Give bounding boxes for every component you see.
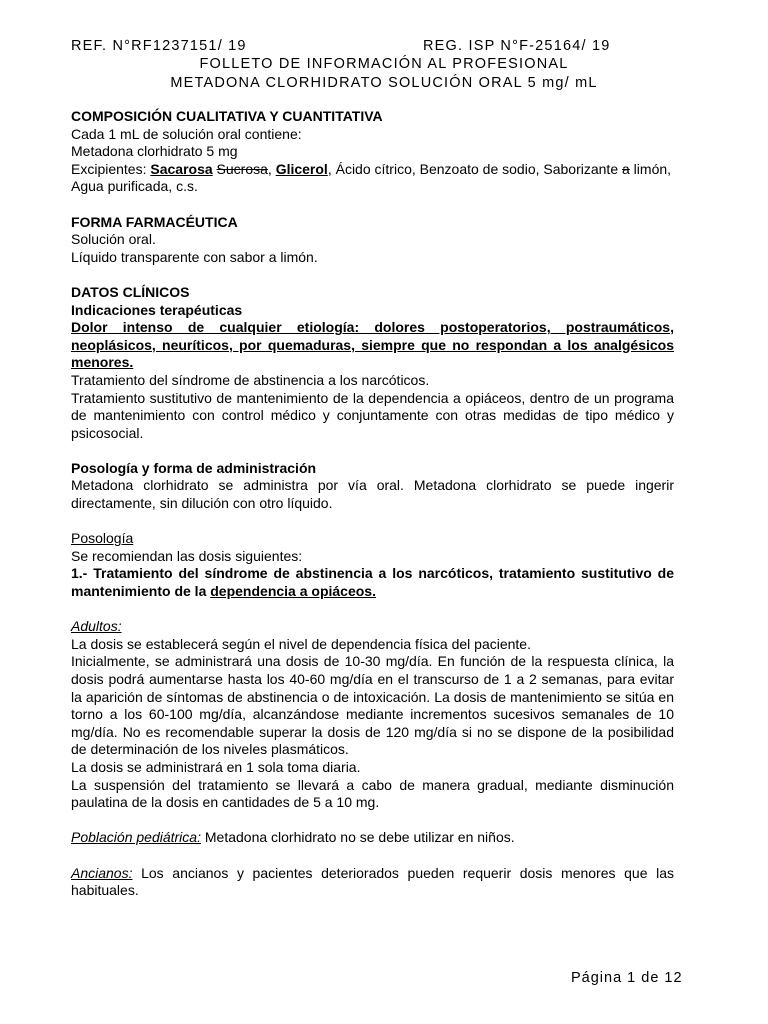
indication-line: Tratamiento sustitutivo de mantenimiento de la dependencia a opiáceos, dentro de un programa de mantenimiento con control médico y conjuntamente con otras medidas de tipo médico y psicosocial.: [71, 389, 674, 441]
form-line: Solución oral.: [71, 231, 156, 248]
excipients-line: [71, 161, 674, 196]
elderly-label: Ancianos:: [71, 864, 133, 881]
page-number: Página 1 de 12: [571, 970, 683, 986]
elderly-text: Los ancianos y pacientes deteriorados pueden requerir dosis menores que las habituales.: [71, 864, 674, 899]
composition-line: Metadona clorhidrato 5 mg: [71, 143, 238, 160]
pediatric-paragraph: [71, 829, 674, 847]
form-line: Líquido transparente con sabor a limón.: [71, 248, 318, 265]
spacer: [71, 601, 674, 619]
struck-letter: a: [622, 160, 630, 177]
adultos-paragraph: La dosis se establecerá según el nivel de dependencia física del paciente.: [71, 635, 531, 652]
excipient-glicerol: Glicerol: [275, 160, 328, 177]
registration-number: REG. ISP N°F-25164/ 19: [423, 38, 611, 54]
indication-line: Tratamiento del síndrome de abstinencia a los narcóticos.: [71, 371, 430, 388]
reference-number: REF. N°RF1237151/ 19: [71, 38, 247, 54]
excipient-sucrosa-struck: Sucrosa: [216, 160, 268, 177]
document-title: FOLLETO DE INFORMACIÓN AL PROFESIONAL: [199, 56, 569, 72]
document-body: [71, 108, 674, 900]
spacer: [71, 442, 674, 460]
separator-text: ,: [267, 160, 276, 177]
spacer: [71, 266, 674, 284]
adultos-paragraph: Inicialmente, se administrará una dosis de 10-30 mg/día. En función de la respuesta clínica, la dosis podrá aumentarse hasta los 40-60 mg/día en el transcurso de 1 a 2 semanas, para evitar la aparición de síntomas de abstinencia o de intoxicación. La dosis de mantenimiento se sitúa en torno a los 60-100 mg/día, alcanzándose mediante incrementos sucesivos semanales de 10 mg/día. No es recomendable superar la dosis de 120 mg/día si no se dispone de la posibilidad de determinación de los niveles plasmáticos.: [71, 653, 674, 758]
posology-intro: Se recomiendan las dosis siguientes:: [71, 547, 303, 564]
administration-text: Metadona clorhidrato se administra por vía oral. Metadona clorhidrato se puede ingerir directamente, sin dilución con otro líquido.: [71, 477, 674, 512]
indication-dolor: Dolor intenso de cualquier etiología: dolores postoperatorios, postraumáticos, neoplásicos, neuríticos, por quemaduras, siempre que no respondan a los analgésicos menores.: [71, 319, 674, 371]
subheading-indicaciones: Indicaciones terapéuticas: [71, 301, 243, 318]
pediatric-label: Población pediátrica:: [71, 829, 201, 846]
excipients-rest: , Ácido cítrico, Benzoato de sodio, Saborizante: [327, 160, 622, 177]
spacer: [71, 847, 674, 865]
spacer: [71, 513, 674, 531]
excipients-label: Excipientes:: [71, 160, 151, 177]
posology-item-1: [71, 565, 674, 600]
product-title: METADONA CLORHIDRATO SOLUCIÓN ORAL 5 mg/ mL: [170, 75, 598, 91]
section-heading-composicion: COMPOSICIÓN CUALITATIVA Y CUANTITATIVA: [71, 108, 383, 124]
adultos-label: Adultos:: [71, 618, 122, 635]
pediatric-text: Metadona clorhidrato no se debe utilizar en niños.: [200, 829, 515, 846]
section-heading-forma: FORMA FARMACÉUTICA: [71, 213, 238, 230]
subheading-posologia: Posología: [71, 530, 134, 547]
composition-line: Cada 1 mL de solución oral contiene:: [71, 125, 302, 142]
spacer: [71, 196, 674, 214]
elderly-paragraph: [71, 865, 674, 900]
posology-item-1-underlined: dependencia a opiáceos.: [210, 583, 376, 600]
section-heading-datos: DATOS CLÍNICOS: [71, 283, 190, 300]
spacer: [71, 812, 674, 830]
posology-item-1-text: 1.- Tratamiento del síndrome de abstinencia a los narcóticos, tratamiento sustitutivo de mantenimiento de la: [71, 565, 674, 600]
adultos-paragraph: La suspensión del tratamiento se llevará a cabo de manera gradual, mediante disminución paulatina de la dosis en cantidades de 5 a 10 mg.: [71, 776, 674, 811]
excipient-sacarosa: Sacarosa: [150, 160, 213, 177]
excipients-end: limón, Agua purificada, c.s.: [71, 160, 672, 195]
subheading-posologia-administracion: Posología y forma de administración: [71, 459, 317, 476]
adultos-paragraph: La dosis se administrará en 1 sola toma diaria.: [71, 758, 361, 775]
